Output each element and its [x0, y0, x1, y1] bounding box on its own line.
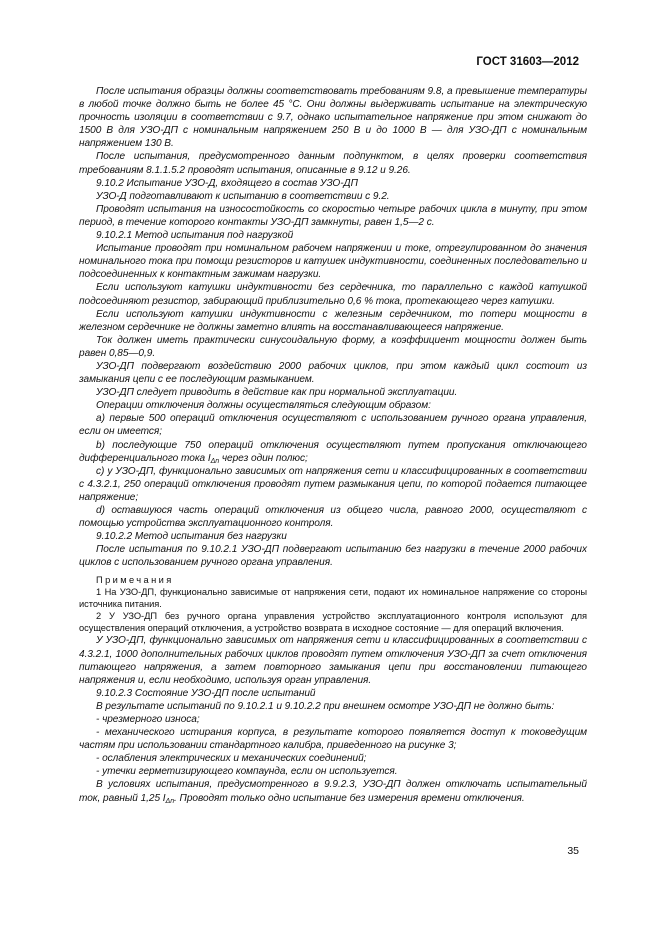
section-heading: 9.10.2 Испытание УЗО-Д, входящего в состав УЗО-ДП [96, 177, 358, 189]
note-item: 1 На УЗО-ДП, функционально зависимые от напряжения сети, подают их номинальное напряжение со стороны источника питания. [79, 587, 587, 610]
standard-code: ГОСТ 31603—2012 [476, 56, 579, 68]
paragraph: Ток должен иметь практически синусоидальную форму, а коэффициент мощности должен быть равен 0,85—0,9. [79, 334, 587, 359]
paragraph: В условиях испытания, предусмотренного в 9.9.2.3, УЗО-ДП должен отключать испытательный ток, равный 1,25 $I_{\Delta n}$. Проводят только одно испытание без измерения времени отключения. [79, 779, 587, 805]
notes-block [79, 575, 587, 634]
list-item: d) оставшуюся часть операций отключения из общего числа, равного 2000, осуществляют с помощью устройства эксплуатационного контроля. [79, 505, 587, 530]
paragraph: Если используют катушки индуктивности без сердечника, то параллельно с каждой катушкой подсоединяют резистор, забирающий приблизительно 0,6 % тока, протекающего через катушки. [79, 282, 587, 307]
paragraph: Если используют катушки индуктивности с железным сердечником, то потери мощности в железном сердечнике не должны заметно влиять на восстанавливающееся напряжение. [79, 308, 587, 333]
section-heading: 9.10.2.1 Метод испытания под нагрузкой [96, 230, 294, 242]
section-heading: 9.10.2.3 Состояние УЗО-ДП после испытаний [96, 687, 316, 699]
paragraph: После испытания, предусмотренного данным подпунктом, в целях проверки соответствия требованиям 8.1.1.5.2 проводят испытания, описанные в 9.12 и 9.26. [79, 151, 587, 176]
paragraph: УЗО-ДП следует приводить в действие как при нормальной эксплуатации. [96, 387, 458, 399]
list-item: c) у УЗО-ДП, функционально зависимых от напряжения сети и классифицированных в соответствии с 4.3.2.1, 250 операций отключения проводят путем размыкания цепи, по которой подается питающее напряжение; [79, 465, 587, 503]
document-body [79, 85, 587, 805]
paragraph: Операции отключения должны осуществляться следующим образом: [96, 400, 431, 412]
list-item: - чрезмерного износа; [96, 714, 200, 726]
page-number: 35 [567, 845, 579, 857]
list-item: - утечки герметизирующего компаунда, если он используется. [96, 766, 398, 778]
paragraph: Проводят испытания на износостойкость со скоростью четыре рабочих цикла в минуту, при этом период, в течение которого контакты УЗО-ДП замкнуты, равен 1,5—2 с. [79, 203, 587, 228]
paragraph: В результате испытаний по 9.10.2.1 и 9.10.2.2 при внешнем осмотре УЗО-ДП не должно быть: [96, 700, 555, 712]
list-item: - механического истирания корпуса, в результате которого появляется доступ к токоведущим частям при использовании стандартного калибра, приведенного на рисунке 3; [79, 727, 587, 752]
paragraph: Испытание проводят при номинальном рабочем напряжении и токе, отрегулированном до значения номинального тока при помощи резисторов и катушек индуктивности, соединенных последовательно и подсоединенных к контактным зажимам нагрузки. [79, 243, 587, 281]
list-item: - ослабления электрических и механических соединений; [96, 753, 367, 765]
paragraph: После испытания образцы должны соответствовать требованиям 9.8, а превышение температуры в любой точке должно быть не более 45 °С. Они должны выдерживать испытание на электрическую прочность изоляции в соответствии с 9.7, однако испытательное напряжение при этом снижают до 1500 В для УЗО-ДП с номинальным напряжением 250 В и до 1000 В — для УЗО-ДП с номинальным напряжением 130 В. [79, 86, 587, 150]
notes-title: Примечания [96, 575, 174, 586]
section-heading: 9.10.2.2 Метод испытания без нагрузки [96, 531, 287, 543]
note-item: 2 У УЗО-ДП без ручного органа управления устройство эксплуатационного контроля используют для осуществления операций отключения, а устройство возврата в исходное состояние — для операций включения. [79, 610, 587, 633]
list-item: b) последующие 750 операций отключения осуществляют путем пропускания отключающего дифференциального тока $I_{\Delta n}$ через один полюс; [79, 439, 587, 465]
list-item: a) первые 500 операций отключения осуществляют с использованием ручного органа управления, если он имеется; [79, 413, 587, 438]
paragraph: У УЗО-ДП, функционально зависимых от напряжения сети и классифицированных в соответствии с 4.3.2.1, 1000 дополнительных рабочих циклов проводят путем отключения УЗО-ДП за счет отключения питающего напряжения, а затем повторного замыкания цепи при восстановлении питающего напряжения и, если необходимо, используя орган управления. [79, 635, 587, 686]
paragraph: УЗО-ДП подвергают воздействию 2000 рабочих циклов, при этом каждый цикл состоит из замыкания цепи с ее последующим размыканием. [79, 360, 587, 386]
paragraph: УЗО-Д подготавливают к испытанию в соответствии с 9.2. [96, 190, 390, 202]
paragraph: После испытания по 9.10.2.1 УЗО-ДП подвергают испытанию без нагрузки в течение 2000 рабочих циклов с использованием ручного органа управления. [79, 544, 587, 569]
